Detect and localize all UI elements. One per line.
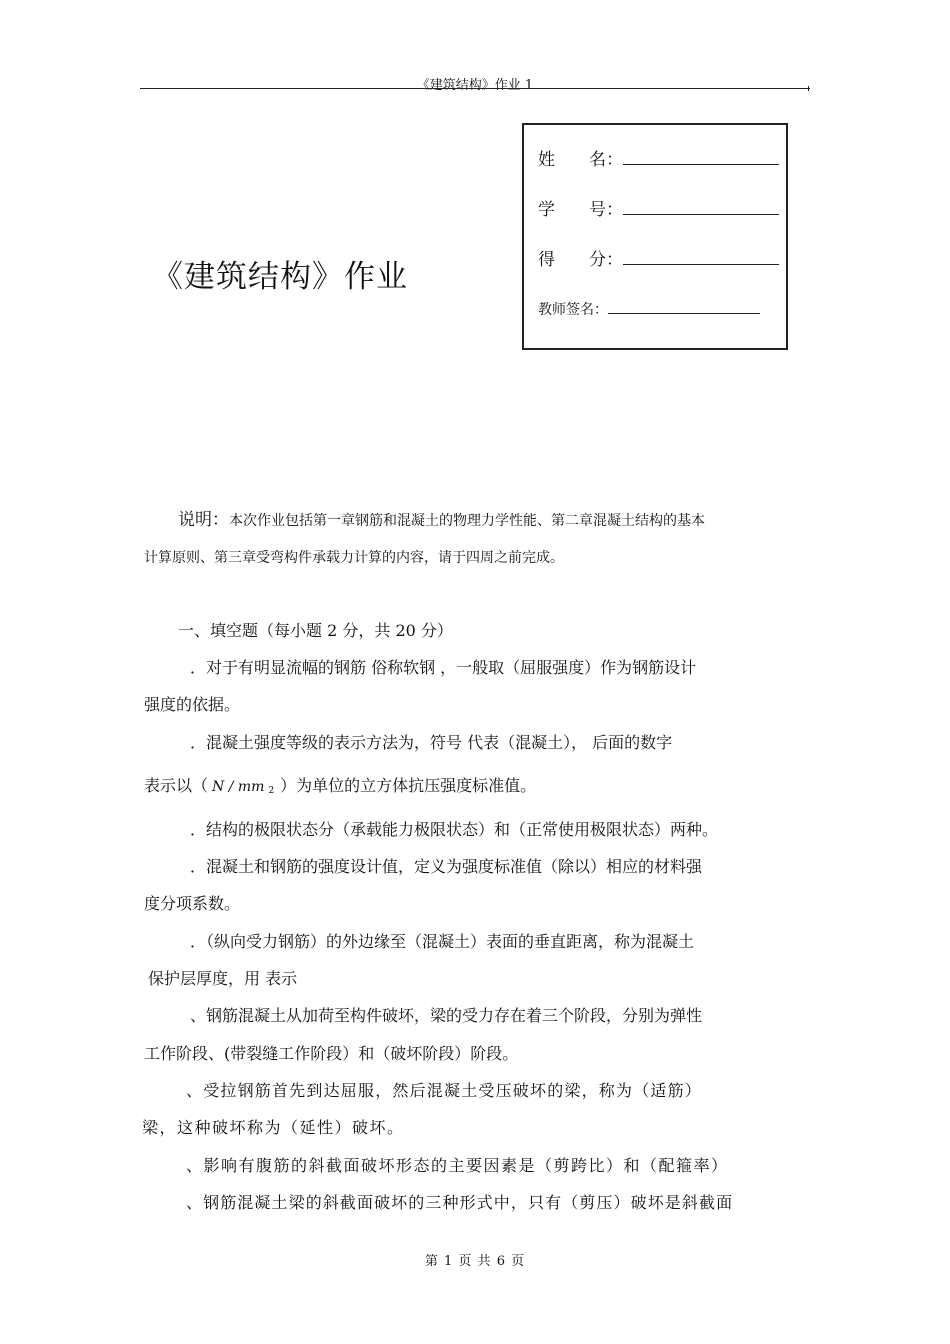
note-text-1: 本次作业包括第一章钢筋和混凝土的物理力学性能、第二章混凝土结构的基本: [229, 513, 705, 529]
teacher-signature-blank[interactable]: [608, 312, 760, 314]
question-6-line-1: 、钢筋混凝土从加荷至构件破坏，梁的受力存在着三个阶段，分别为弹性: [190, 1006, 703, 1025]
question-9: 、钢筋混凝土梁的斜截面破坏的三种形式中，只有（剪压）破坏是斜截面: [186, 1193, 734, 1212]
question-4-line-1: ．混凝土和钢筋的强度设计值，定义为强度标准值（除以）相应的材料强: [190, 857, 703, 876]
question-7-line-2: 梁，这种破坏称为（延性）破坏。: [142, 1118, 405, 1137]
question-7-line-1: 、受拉钢筋首先到达屈服，然后混凝土受压破坏的梁，称为（适筋）: [186, 1081, 703, 1100]
name-label: 姓 名：: [538, 150, 623, 170]
question-2-line-2: [144, 776, 536, 799]
score-row: [538, 245, 779, 270]
question-1-line-2: 强度的依据。: [144, 695, 241, 714]
score-blank[interactable]: [623, 263, 779, 265]
question-5-line-1: ．（纵向受力钢筋）的外边缘至（混凝土）表面的垂直距离，称为混凝土: [190, 932, 695, 951]
section-heading: 一、填空题（每小题 2 分，共 20 分）: [178, 621, 453, 640]
note-label: 说明：: [178, 510, 229, 530]
note-line-1: [178, 510, 705, 531]
teacher-signature-label: 教师签名：: [538, 302, 608, 318]
header-rule-mark: [808, 86, 809, 91]
unit-formula: N / mm: [212, 779, 265, 795]
name-row: [538, 145, 779, 170]
header-rule: [140, 88, 810, 89]
question-6-line-2: 工作阶段、(带裂缝工作阶段）和（破坏阶段）阶段。: [144, 1044, 519, 1063]
page-header: 《建筑结构》作业 1: [416, 78, 534, 93]
question-2-post: ）为单位的立方体抗压强度标准值。: [280, 776, 537, 795]
teacher-signature-row: [538, 299, 760, 319]
score-label: 得 分：: [538, 250, 623, 270]
student-id-label: 学 号：: [538, 200, 623, 220]
question-2-line-1: ．混凝土强度等级的表示方法为，符号 代表（混凝土）， 后面的数字: [190, 733, 673, 752]
name-blank[interactable]: [623, 163, 779, 165]
student-info-box: [522, 123, 788, 350]
question-2-pre: 表示以（: [144, 776, 209, 795]
question-1-line-1: ．对于有明显流幅的钢筋 俗称软钢 ，一般取（屈服强度）作为钢筋设计: [190, 658, 697, 677]
unit-exponent: 2: [268, 786, 275, 796]
question-3: ．结构的极限状态分（承载能力极限状态）和（正常使用极限状态）两种。: [190, 820, 719, 839]
student-id-row: [538, 195, 779, 220]
page-footer: 第 1 页 共 6 页: [424, 1254, 526, 1269]
student-id-blank[interactable]: [623, 213, 779, 215]
document-title: 《建筑结构》作业: [152, 259, 408, 295]
question-8: 、影响有腹筋的斜截面破坏形态的主要因素是（剪跨比）和（配箍率）: [186, 1156, 729, 1175]
question-4-line-2: 度分项系数。: [144, 894, 241, 913]
note-line-2: 计算原则、第三章受弯构件承载力计算的内容，请于四周之前完成。: [144, 550, 564, 566]
question-5-line-2: 保护层厚度，用 表示: [148, 969, 298, 988]
